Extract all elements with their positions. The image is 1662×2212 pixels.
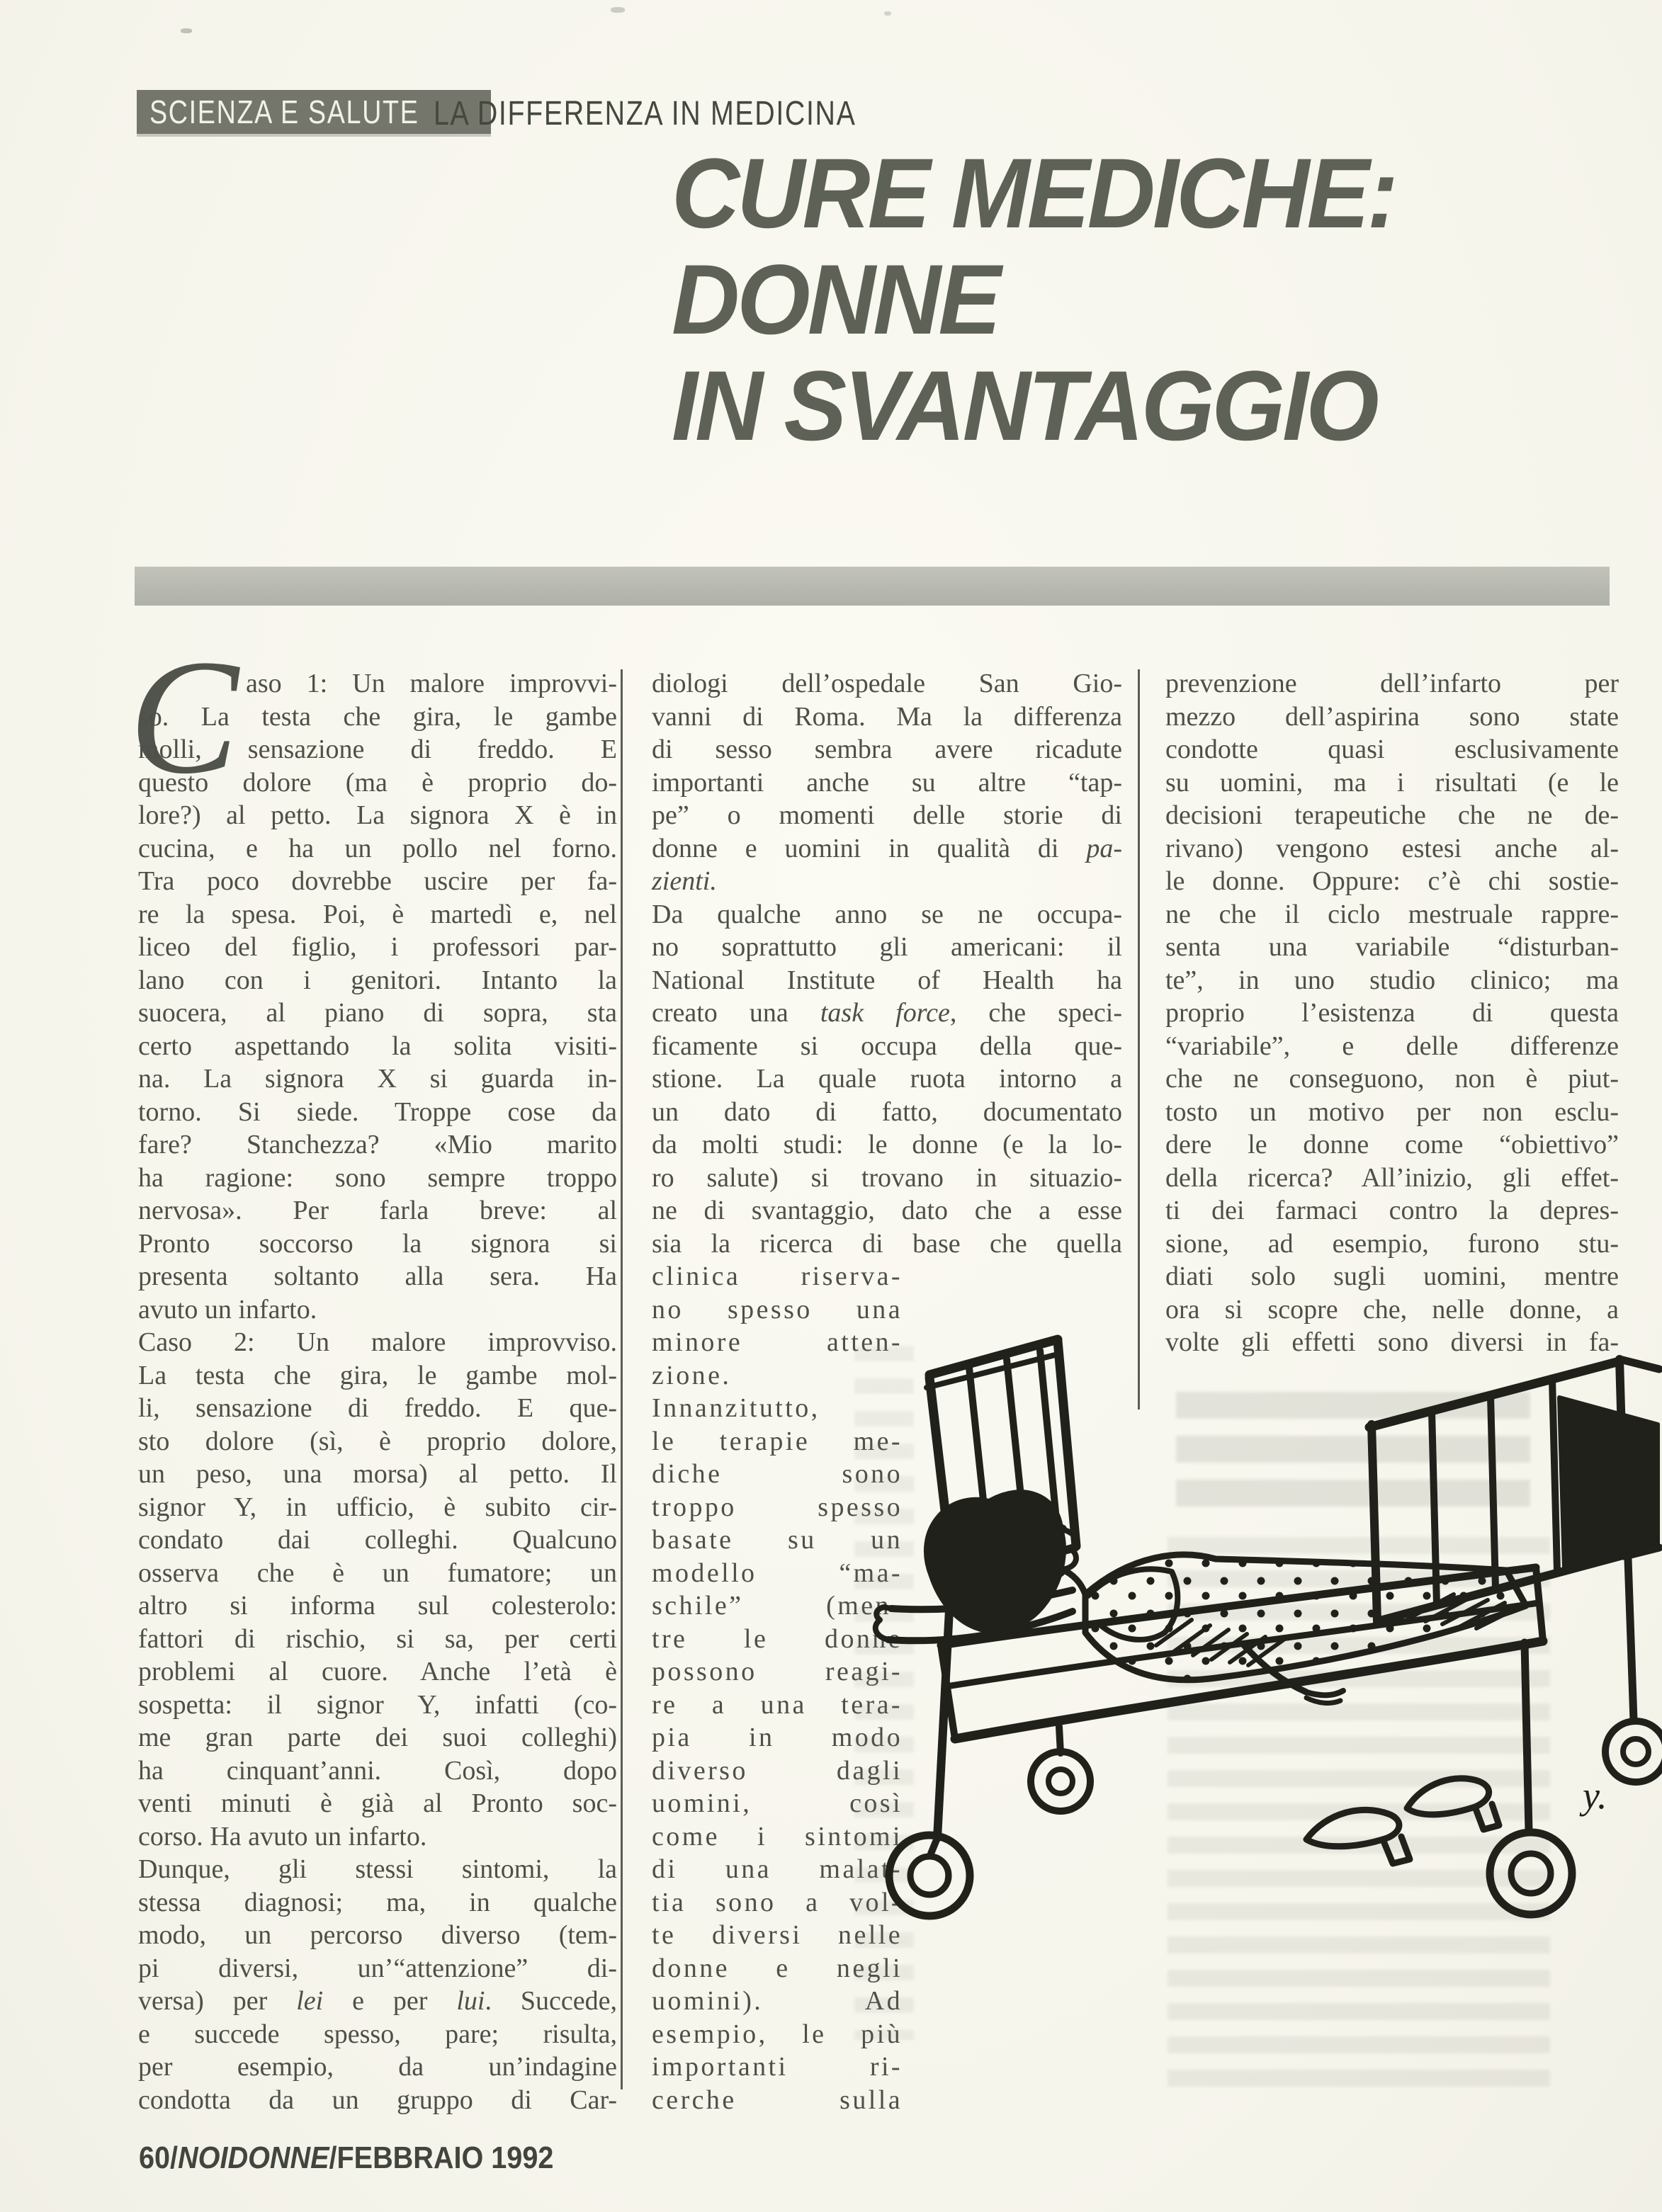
text-span: so. La testa che gira, le gambe [138, 701, 617, 732]
text-span: diche sono [652, 1459, 903, 1489]
text-span: versa) per [138, 1986, 297, 2016]
text-line [138, 1919, 617, 1952]
text-span: e per [323, 1986, 457, 2016]
title-line-2: DONNE [672, 244, 999, 355]
text-line [652, 1096, 1122, 1129]
text-line [138, 1194, 617, 1227]
text-line [138, 1425, 617, 1458]
text-line [138, 1787, 617, 1820]
text-line [138, 667, 617, 701]
text-span: rivano) vengono estesi anche al- [1165, 833, 1619, 863]
divider-bar [135, 567, 1610, 606]
text-span: Da qualche anno se ne occupa- [652, 899, 1122, 929]
title-line-1: CURE MEDICHE: [672, 137, 1396, 249]
text-line [138, 1589, 617, 1623]
text-span: ro salute) si trovano in situazio- [652, 1162, 1122, 1193]
text-span: minore atten- [652, 1327, 903, 1357]
text-span: liceo del figlio, i professori par- [138, 932, 617, 962]
text-line [138, 1754, 617, 1788]
text-line [652, 733, 1122, 766]
issue-date: /FEBBRAIO 1992 [329, 2140, 554, 2175]
text-span: torno. Si siede. Troppe cose da [138, 1096, 617, 1127]
text-span: , che speci- [949, 998, 1122, 1028]
text-line [138, 1886, 617, 1919]
text-span: modello “ma- [652, 1558, 903, 1588]
text-line [138, 2084, 617, 2117]
text-span: da molti studi: le donne (e la lo- [652, 1130, 1122, 1159]
text-line [1165, 667, 1619, 701]
text-span: esempio, le più [652, 2019, 903, 2049]
text-span: per esempio, da un’indagine [138, 2052, 617, 2082]
text-span: stione. La quale ruota intorno a [652, 1064, 1122, 1094]
text-line [1165, 1030, 1619, 1063]
text-span: clinica riserva- [652, 1261, 903, 1291]
text-span: decisioni terapeutiche che ne de- [1165, 800, 1619, 830]
text-span: National Institute of Health ha [652, 965, 1122, 995]
text-line [652, 1128, 1122, 1162]
text-span: sto dolore (sì, è proprio dolore, [138, 1426, 617, 1456]
text-span: altro si informa sul colesterolo: [138, 1591, 617, 1621]
text-span: venti minuti è già al Pronto soc- [138, 1788, 617, 1818]
text-span: certo aspettando la solita visiti- [138, 1031, 617, 1061]
text-line [1165, 898, 1619, 931]
text-line [652, 898, 1122, 931]
text-line [652, 799, 1122, 832]
text-span: nervosa». Per farla breve: al [138, 1196, 617, 1225]
text-span: li, sensazione di freddo. E que- [138, 1393, 617, 1423]
slippers [1306, 1779, 1499, 1864]
text-span: lano con i genitori. Intanto la [138, 965, 617, 995]
text-span: sia la ricerca di base che quella [652, 1228, 1122, 1259]
text-line [138, 799, 617, 832]
text-line [138, 1689, 617, 1722]
text-span: di sesso sembra avere ricadute [652, 735, 1122, 764]
column-rule-1 [621, 669, 623, 2089]
text-line [138, 1293, 617, 1327]
text-line [138, 1458, 617, 1491]
text-line [1165, 832, 1619, 866]
text-span: le terapie me- [652, 1426, 903, 1456]
text-span: pi diversi, un’“attenzione” di- [138, 1953, 617, 1983]
text-span: Caso 2: Un malore improvviso. [138, 1327, 617, 1357]
text-span: “variabile”, e delle differenze [1165, 1031, 1619, 1061]
text-line [138, 2051, 617, 2084]
text-line [138, 1623, 617, 1656]
text-line [1165, 733, 1619, 766]
text-line [138, 1524, 617, 1557]
text-line [652, 667, 1122, 701]
text-span: lore?) al petto. La signora X è in [138, 800, 617, 830]
column-2-wide [652, 667, 1122, 1260]
text-span: e succede spesso, pare; risulta, [138, 2019, 617, 2049]
text-span: problemi al cuore. Anche l’età è [138, 1657, 617, 1686]
text-span: vanni di Roma. Ma la differenza [652, 701, 1122, 732]
text-span: schile” (men- [652, 1591, 903, 1621]
text-span: basate su un [652, 1525, 903, 1555]
text-span: zione. [652, 1360, 732, 1390]
text-span: Dunque, gli stessi sintomi, la [138, 1854, 617, 1884]
text-span: ora si scopre che, nelle donne, a [1165, 1294, 1619, 1325]
text-span: ne che il ciclo mestruale rappre- [1165, 899, 1619, 929]
text-line [1165, 1162, 1619, 1195]
text-span: che ne conseguono, non è piut- [1165, 1064, 1619, 1094]
patient-figure [876, 1492, 1526, 1703]
text-span: signor Y, in ufficio, è subito cir- [138, 1492, 617, 1522]
text-span: Pronto soccorso la signora si [138, 1228, 617, 1259]
text-line [652, 1260, 903, 1293]
text-span: osserva che è un fumatore; un [138, 1558, 617, 1588]
text-line [652, 964, 1122, 997]
text-line [652, 1194, 1122, 1227]
text-line [138, 1162, 617, 1195]
text-span: ha ragione: sono sempre troppo [138, 1162, 617, 1193]
text-span: della ricerca? All’inizio, gli effet- [1165, 1162, 1619, 1193]
text-line [1165, 931, 1619, 964]
text-span: tre le donne [652, 1623, 903, 1654]
drop-cap: C [129, 626, 239, 808]
text-span: donne e negli [652, 1953, 903, 1983]
text-span: donne e uomini in qualità di [652, 833, 1087, 863]
text-span: ficamente si occupa della que- [652, 1031, 1122, 1061]
italic-text: pa- [1086, 833, 1122, 863]
text-span: di una malat- [652, 1854, 903, 1884]
text-line [1165, 1096, 1619, 1129]
kicker: LA DIFFERENZA IN MEDICINA [434, 95, 857, 132]
text-line [138, 1721, 617, 1754]
column-3 [1165, 667, 1619, 1359]
text-line [138, 1326, 617, 1359]
text-span: diverso dagli [652, 1755, 903, 1786]
page-number: 60 [139, 2140, 171, 2175]
text-span: uomini, così [652, 1788, 903, 1818]
text-span: importanti anche su altre “tap- [652, 767, 1122, 798]
text-line [138, 1030, 617, 1063]
text-line [138, 1227, 617, 1261]
text-line [138, 1491, 617, 1524]
text-line [138, 865, 617, 898]
text-line [138, 1952, 617, 1985]
text-span: senta una variabile “disturban- [1165, 932, 1619, 962]
text-span: re a una tera- [652, 1689, 903, 1720]
text-line [138, 898, 617, 931]
text-span: le donne. Oppure: c’è chi sostie- [1165, 866, 1619, 896]
text-span: troppo spesso [652, 1492, 903, 1522]
print-speck [611, 7, 625, 13]
text-span: tosto un motivo per non esclu- [1165, 1096, 1619, 1127]
text-line [652, 997, 1122, 1030]
text-line [138, 832, 617, 866]
text-line [138, 1392, 617, 1425]
text-span: modo, un percorso diverso (tem- [138, 1920, 617, 1950]
text-span: cucina, e ha un pollo nel forno. [138, 833, 617, 863]
text-span: ha cinquant’anni. Così, dopo [138, 1755, 617, 1786]
text-span: sospetta: il signor Y, infatti (co- [138, 1689, 617, 1720]
text-span: volte gli effetti sono diversi in fa- [1165, 1327, 1619, 1357]
italic-text: lei [296, 1986, 324, 2016]
print-speck [884, 11, 891, 16]
text-line [138, 1820, 617, 1854]
text-line [1165, 766, 1619, 800]
text-span: tia sono a vol- [652, 1887, 903, 1917]
text-line [138, 1359, 617, 1393]
italic-text: task force [820, 998, 950, 1028]
text-span: fare? Stanchezza? «Mio marito [138, 1130, 617, 1159]
text-line [1165, 1062, 1619, 1096]
text-span: te”, in uno studio clinico; ma [1165, 965, 1619, 995]
text-line [138, 931, 617, 964]
text-line [1165, 799, 1619, 832]
section-tag-label: SCIENZA E SALUTE [149, 93, 419, 130]
text-line [1165, 964, 1619, 997]
text-line [1165, 1260, 1619, 1293]
text-span: dere le donne come “obiettivo” [1165, 1130, 1619, 1159]
text-span: prevenzione dell’infarto per [1165, 669, 1619, 698]
text-line [138, 701, 617, 734]
text-line [652, 931, 1122, 964]
text-span: aso 1: Un malore improvvi- [246, 669, 617, 698]
text-span: na. La signora X si guarda in- [138, 1064, 617, 1094]
print-speck [181, 28, 192, 33]
text-line [138, 1655, 617, 1689]
italic-text: lui [456, 1986, 485, 2016]
text-span: mezzo dell’aspirina sono state [1165, 701, 1619, 732]
column-1 [138, 667, 617, 2116]
text-span: corso. Ha avuto un infarto. [138, 1821, 427, 1851]
text-span: diati solo sugli uomini, mentre [1165, 1261, 1619, 1291]
text-span: presenta soltanto alla sera. Ha [138, 1261, 617, 1291]
text-span: su uomini, ma i risultati (e le [1165, 767, 1619, 798]
text-span: importanti ri- [652, 2052, 903, 2082]
text-span: Innanzitutto, [652, 1393, 820, 1423]
text-span: condato dai colleghi. Qualcuno [138, 1525, 617, 1555]
column-rule-2 [1138, 669, 1140, 1410]
hospital-bed-illustration [847, 1312, 1662, 2212]
text-span: stessa diagnosi; ma, in qualche [138, 1887, 617, 1917]
artist-signature: y. [1583, 1774, 1607, 1817]
text-line [138, 1260, 617, 1293]
magazine-name: NOIDONNE [178, 2140, 329, 2175]
text-line [652, 766, 1122, 800]
text-span: te diversi nelle [652, 1920, 903, 1950]
text-span: no spesso una [652, 1294, 903, 1325]
text-span: re la spesa. Poi, è martedì e, nel [138, 899, 617, 929]
text-span: uomini). Ad [652, 1986, 903, 2016]
text-span: sione, ad esempio, furono stu- [1165, 1228, 1619, 1259]
text-span: condotte quasi esclusivamente [1165, 735, 1619, 764]
article-title [672, 137, 1434, 461]
title-line-3: IN SVANTAGGIO [672, 350, 1376, 461]
text-line [138, 1096, 617, 1129]
text-span: no soprattutto gli americani: il [652, 932, 1122, 962]
text-line [138, 1985, 617, 2018]
text-span: un peso, una morsa) al petto. Il [138, 1459, 617, 1489]
text-span: come i sintomi [652, 1821, 903, 1851]
text-line [138, 766, 617, 800]
footer-separator: / [170, 2140, 179, 2175]
text-span: proprio l’esistenza di questa [1165, 998, 1619, 1028]
text-span: condotta da un gruppo di Car- [138, 2085, 617, 2115]
text-line [1165, 865, 1619, 898]
text-span: me gran parte dei suoi colleghi) [138, 1723, 617, 1752]
text-line [652, 1162, 1122, 1195]
text-span: pe” o momenti delle storie di [652, 800, 1122, 830]
text-line [1165, 701, 1619, 734]
text-line [138, 1557, 617, 1590]
text-line [652, 1030, 1122, 1063]
text-line [138, 997, 617, 1030]
text-span: fattori di rischio, si sa, per certi [138, 1623, 617, 1654]
text-line [652, 1062, 1122, 1096]
text-line [1165, 1194, 1619, 1227]
text-line [138, 964, 617, 997]
text-span: cerche sulla [652, 2085, 903, 2115]
text-line [652, 1227, 1122, 1261]
text-line [138, 2018, 617, 2051]
text-line [138, 1062, 617, 1096]
text-span: un dato di fatto, documentato [652, 1096, 1122, 1127]
text-span: creato una [652, 998, 820, 1028]
text-span: pia in modo [652, 1723, 903, 1752]
text-line [652, 832, 1122, 866]
text-line [138, 1128, 617, 1162]
text-line [1165, 997, 1619, 1030]
text-span: molli, sensazione di freddo. E [138, 735, 617, 764]
text-span: questo dolore (ma è proprio do- [138, 767, 617, 798]
text-line [138, 733, 617, 766]
text-line [138, 1853, 617, 1886]
text-span: ne di svantaggio, dato che a esse [652, 1196, 1122, 1225]
text-span: suocera, al piano di sopra, sta [138, 998, 617, 1028]
text-span: possono reagi- [652, 1657, 903, 1686]
italic-text: zienti. [652, 866, 717, 896]
text-span: avuto un infarto. [138, 1294, 317, 1325]
text-span: diologi dell’ospedale San Gio- [652, 669, 1122, 698]
text-span: Tra poco dovrebbe uscire per fa- [138, 866, 617, 896]
text-line [1165, 1227, 1619, 1261]
page-footer [139, 2140, 553, 2176]
text-line [1165, 1128, 1619, 1162]
text-line [652, 865, 1122, 898]
text-span: La testa che gira, le gambe mol- [138, 1360, 617, 1390]
text-line [652, 701, 1122, 734]
text-span: ti dei farmaci contro la depres- [1165, 1196, 1619, 1225]
text-span: . Succede, [485, 1986, 617, 2016]
